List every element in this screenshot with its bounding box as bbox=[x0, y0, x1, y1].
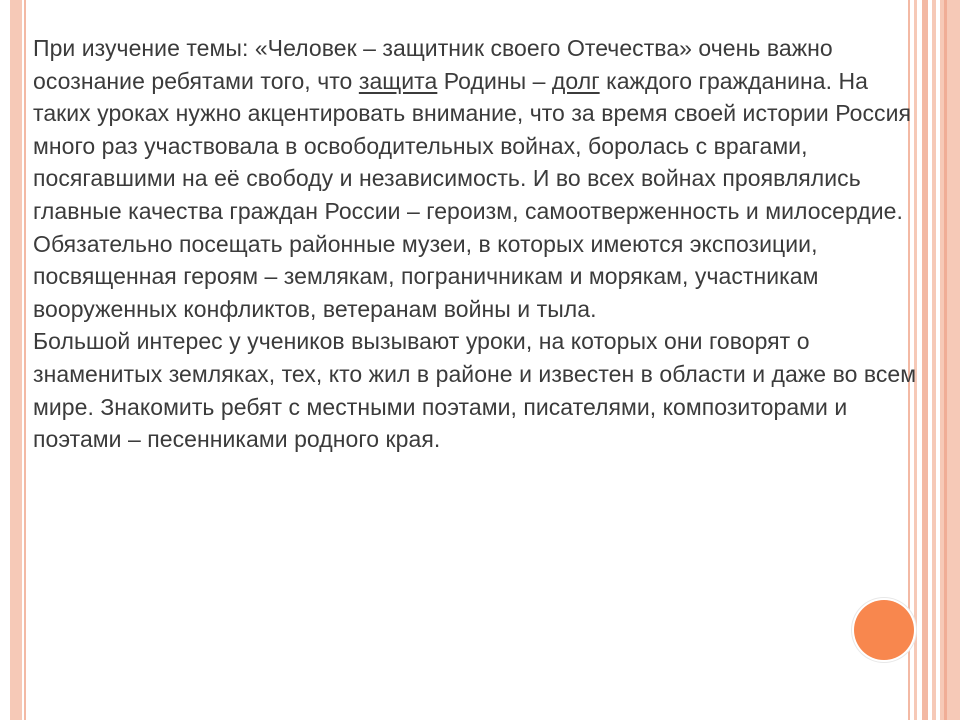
left-border-line bbox=[24, 0, 26, 720]
paragraph-1-text-b: Родины – bbox=[437, 67, 552, 94]
slide-body bbox=[33, 32, 923, 456]
stripe bbox=[944, 0, 947, 720]
hyperlink-zashchita[interactable]: защита bbox=[358, 67, 438, 94]
paragraph-1 bbox=[33, 32, 923, 325]
left-border-strip bbox=[10, 0, 22, 720]
stripe bbox=[932, 0, 936, 720]
stripe bbox=[940, 0, 960, 720]
orange-circle-decoration bbox=[854, 600, 914, 660]
hyperlink-dolg[interactable]: долг bbox=[551, 67, 600, 94]
paragraph-1-text-c: каждого гражданина. На таких уроках нужно акцентировать внимание, что за время своей истории Россия много раз участвовала в освободительных войнах, боролась с врагами, посягавшими на её свободу и независимость. И во всех войнах проявлялись главные качества граждан России – героизм, самоотверженность и милосердие. Обязательно посещать районные музеи, в которых имеются экспозиции, посвященная героям – землякам, пограничникам и морякам, участникам вооруженных конфликтов, ветеранам войны и тыла. bbox=[33, 67, 911, 322]
paragraph-1-text-a: При изучение темы: «Человек – защитник своего Отечества» очень важно осознание ребятами того, что bbox=[33, 35, 833, 94]
paragraph-2: Большой интерес у учеников вызывают уроки, на которых они говорят о знаменитых земляках, тех, кто жил в районе и известен в области и даже во всем мире. Знакомить ребят с местными поэтами, писателями, композиторами и поэтами – песенниками родного края. bbox=[33, 328, 917, 453]
